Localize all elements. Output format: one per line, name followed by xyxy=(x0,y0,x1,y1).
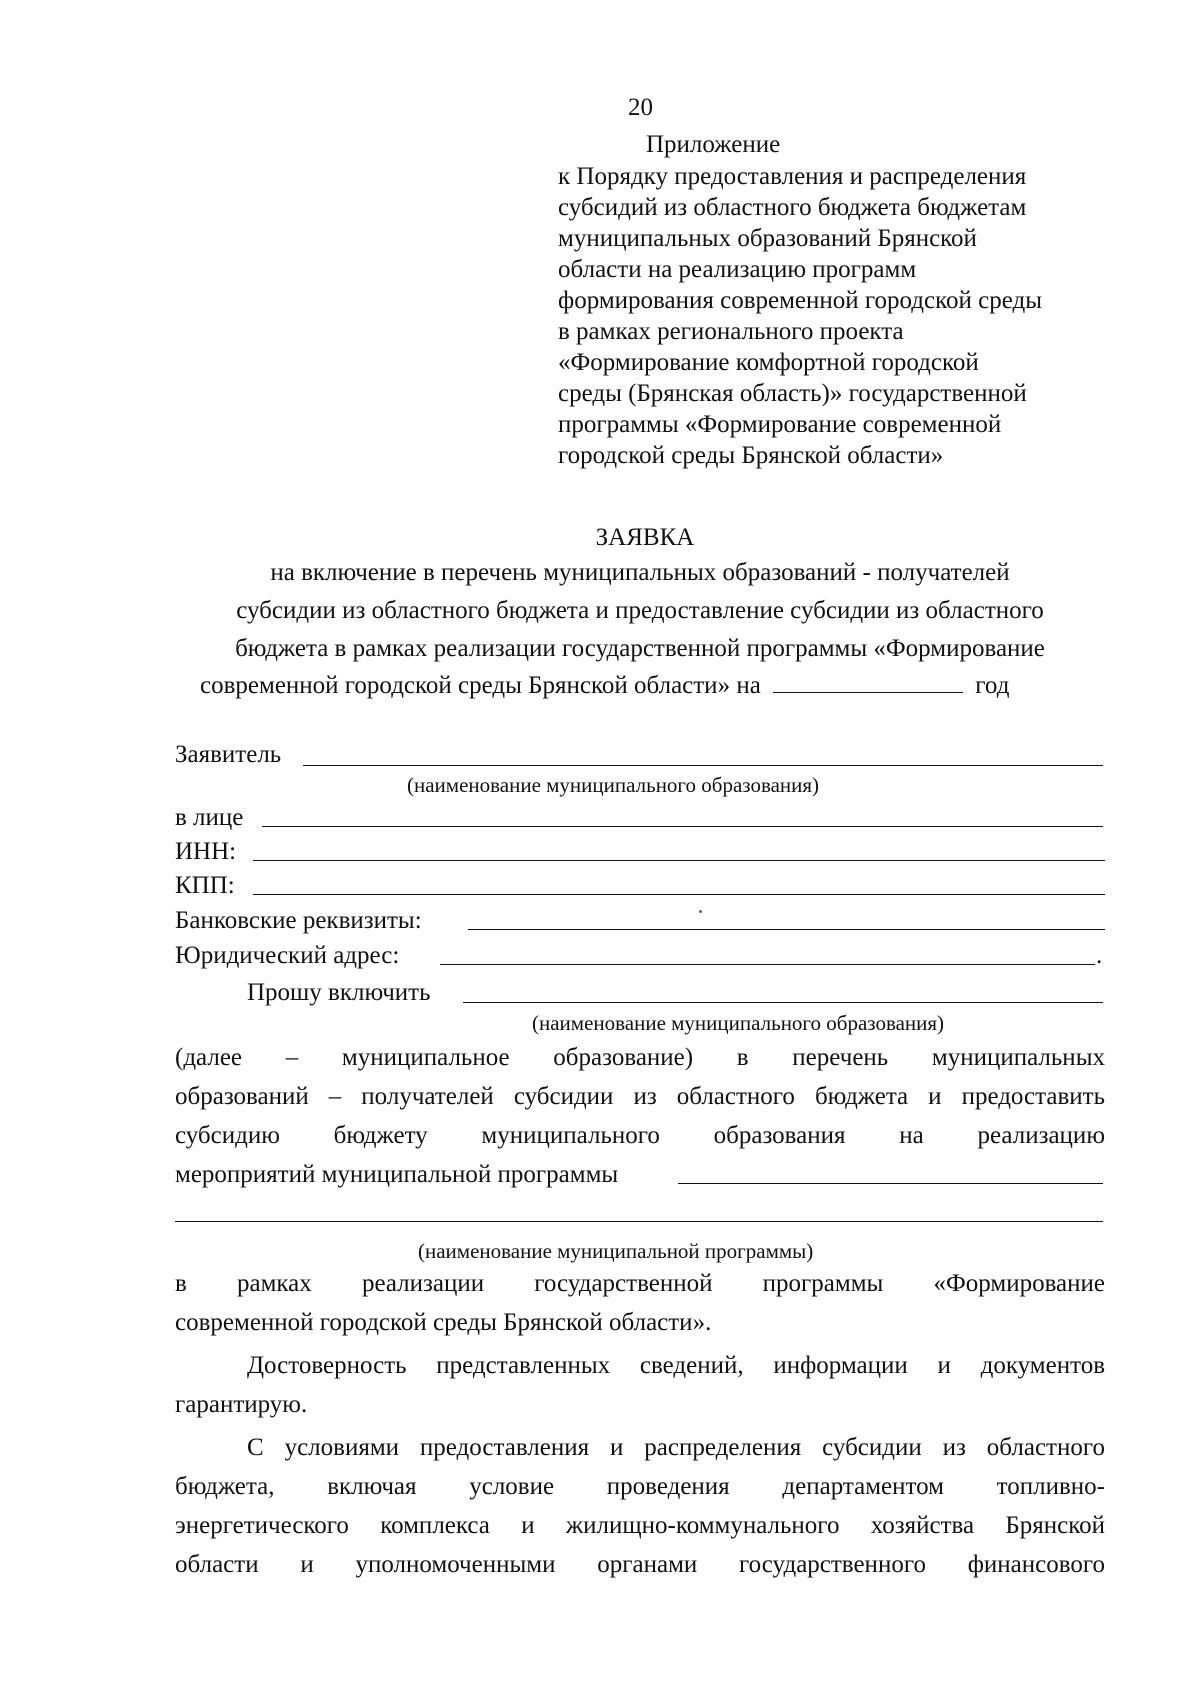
appendix-line: в рамках регионального проекта xyxy=(558,318,904,345)
include-label: Прошу включить xyxy=(247,979,431,1006)
applicant-field[interactable] xyxy=(303,765,1103,766)
body-line: энергетического комплекса и жилищно-коммунального хозяйства Брянской xyxy=(175,1512,1105,1539)
body-line: современной городской среды Брянской области». xyxy=(175,1309,712,1336)
address-field[interactable] xyxy=(440,964,1095,965)
heading-line-end: год xyxy=(975,672,1010,699)
page-number: 20 xyxy=(628,94,653,121)
appendix-line: программы «Формирование современной xyxy=(558,411,1002,438)
heading-last-line xyxy=(200,670,1009,701)
year-field[interactable] xyxy=(773,670,963,693)
appendix-line: «Формирование комфортной городской xyxy=(558,349,979,376)
appendix-line: формирования современной городской среды xyxy=(558,287,1043,314)
body-line: С условиями предоставления и распределения субсидии из областного xyxy=(247,1434,1105,1461)
include-field[interactable] xyxy=(463,1002,1103,1003)
address-end: . xyxy=(1096,942,1103,969)
appendix-line: среды (Брянская область)» государственной xyxy=(558,380,1027,407)
body-line: бюджета, включая условие проведения департаментом топливно- xyxy=(175,1473,1105,1500)
program-field-part1[interactable] xyxy=(678,1183,1103,1184)
document-title: ЗАЯВКА xyxy=(595,524,695,551)
bank-label: Банковские реквизиты: xyxy=(175,907,422,934)
scan-speck xyxy=(699,910,702,913)
appendix-line: к Порядку предоставления и распределения xyxy=(558,163,1027,190)
heading-line: субсидии из областного бюджета и предоставление субсидии из областного xyxy=(236,597,1044,624)
appendix-line: субсидий из областного бюджета бюджетам xyxy=(558,194,1027,221)
heading-line: на включение в перечень муниципальных образований - получателей xyxy=(270,559,1010,586)
kpp-field[interactable] xyxy=(253,894,1105,895)
address-label: Юридический адрес: xyxy=(175,942,400,969)
heading-line-start: современной городской среды Брянской области» на xyxy=(200,672,761,699)
kpp-label: КПП: xyxy=(175,872,235,899)
appendix-line: муниципальных образований Брянской xyxy=(558,225,977,252)
appendix-line: городской среды Брянской области» xyxy=(558,442,944,469)
body-line: области и уполномоченными органами государственного финансового xyxy=(175,1551,1105,1578)
program-caption: (наименование муниципальной программы) xyxy=(418,1239,814,1263)
program-field-part2[interactable] xyxy=(175,1221,1103,1222)
inn-label: ИНН: xyxy=(175,838,237,865)
body-line: гарантирую. xyxy=(175,1391,308,1418)
body-line: в рамках реализации государственной программы «Формирование xyxy=(175,1270,1105,1297)
bank-field[interactable] xyxy=(468,929,1105,930)
body-line: Достоверность представленных сведений, информации и документов xyxy=(247,1352,1105,1379)
appendix-line: области на реализацию программ xyxy=(558,256,917,283)
person-label: в лице xyxy=(175,804,244,831)
heading-line: бюджета в рамках реализации государственной программы «Формирование xyxy=(235,635,1045,662)
person-field[interactable] xyxy=(262,826,1103,827)
include-caption: (наименование муниципального образования) xyxy=(532,1011,945,1035)
body-line: образований – получателей субсидии из областного бюджета и предоставить xyxy=(175,1083,1105,1110)
appendix-title: Приложение xyxy=(646,131,781,158)
applicant-caption: (наименование муниципального образования) xyxy=(407,773,820,797)
applicant-label: Заявитель xyxy=(175,741,282,768)
inn-field[interactable] xyxy=(253,860,1105,861)
body-line: субсидию бюджету муниципального образования на реализацию xyxy=(175,1122,1105,1149)
body-line: мероприятий муниципальной программы xyxy=(175,1161,619,1188)
body-line: (далее – муниципальное образование) в перечень муниципальных xyxy=(175,1044,1105,1071)
